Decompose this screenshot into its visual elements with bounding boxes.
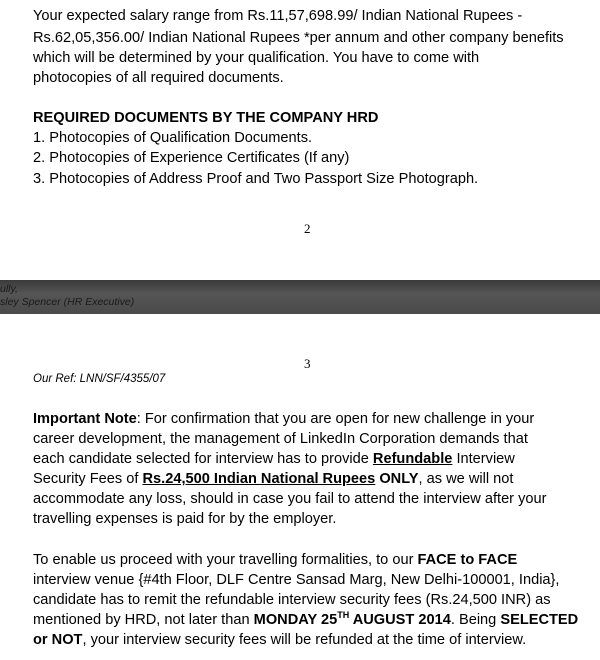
note-line-2: career development, the management of LinkedIn Corporation demands that <box>33 431 528 447</box>
note-text: : For confirmation that you are open for new challenge in your <box>136 411 535 427</box>
salary-line-3: which will be determined by your qualification. You have to come with <box>33 50 480 66</box>
note-text: Interview <box>452 451 515 467</box>
note-line-5: accommodate any loss, should in case you fail to attend the interview after your <box>33 491 547 507</box>
required-doc-2: 2. Photocopies of Experience Certificates (If any) <box>33 150 350 166</box>
note-line-4 <box>33 469 513 489</box>
note-line-1 <box>33 409 534 429</box>
deadline-day: MONDAY 25 <box>253 612 338 628</box>
date-suffix: TH <box>337 610 350 621</box>
fee-amount: Rs.24,500 Indian National Rupees <box>142 471 376 487</box>
important-note-label: Important Note <box>33 411 137 427</box>
note-text: Security Fees of <box>33 471 143 487</box>
page-number-2: 2 <box>304 221 311 236</box>
signature-fragment: sley Spencer (HR Executive) <box>0 296 135 308</box>
document-page-2 <box>0 0 600 280</box>
venue-line-5 <box>33 630 526 650</box>
salary-line-4: photocopies of all required documents. <box>33 70 284 86</box>
venue-line-1 <box>33 550 517 570</box>
venue-text: mentioned by HRD, not later than <box>33 612 254 628</box>
refundable-emphasis: Refundable <box>372 451 453 467</box>
page-break-overlay <box>0 280 600 314</box>
signoff-fragment: ully, <box>0 283 18 295</box>
required-doc-3: 3. Photocopies of Address Proof and Two Passport Size Photograph. <box>33 171 479 187</box>
venue-text: . Being <box>450 612 501 628</box>
venue-line-2: interview venue {#4th Floor, DLF Centre Sansad Marg, New Delhi-100001, India}, <box>33 572 560 588</box>
required-docs-heading: REQUIRED DOCUMENTS BY THE COMPANY HRD <box>33 110 379 126</box>
note-text: each candidate selected for interview has to provide <box>33 451 373 467</box>
face-to-face-emphasis: FACE to FACE <box>417 552 518 568</box>
our-reference: Our Ref: LNN/SF/4355/07 <box>33 373 166 385</box>
deadline-date <box>254 612 451 628</box>
note-text: , as we will not <box>418 471 514 487</box>
deadline-month-year: AUGUST 2014 <box>349 612 451 628</box>
venue-line-4 <box>33 610 578 630</box>
note-line-3 <box>33 449 515 469</box>
selected-emphasis: SELECTED <box>500 612 579 628</box>
note-line-6: travelling expenses is paid for by the employer. <box>33 511 337 527</box>
venue-text: To enable us proceed with your travelling formalities, to our <box>33 552 418 568</box>
venue-line-3: candidate has to remit the refundable interview security fees (Rs.24,500 INR) as <box>33 592 551 608</box>
document-page-3 <box>0 314 600 660</box>
required-doc-1: 1. Photocopies of Qualification Documents. <box>33 130 313 146</box>
salary-line-1: Your expected salary range from Rs.11,57,698.99/ Indian National Rupees - <box>33 8 523 24</box>
salary-line-2: Rs.62,05,356.00/ Indian National Rupees *per annum and other company benefits <box>33 30 564 46</box>
only-emphasis: ONLY <box>375 471 419 487</box>
page-clip-edge <box>0 0 600 6</box>
or-not-emphasis: or NOT <box>33 632 83 648</box>
venue-text: , your interview security fees will be refunded at the time of interview. <box>82 632 527 648</box>
page-number-3: 3 <box>304 356 311 371</box>
